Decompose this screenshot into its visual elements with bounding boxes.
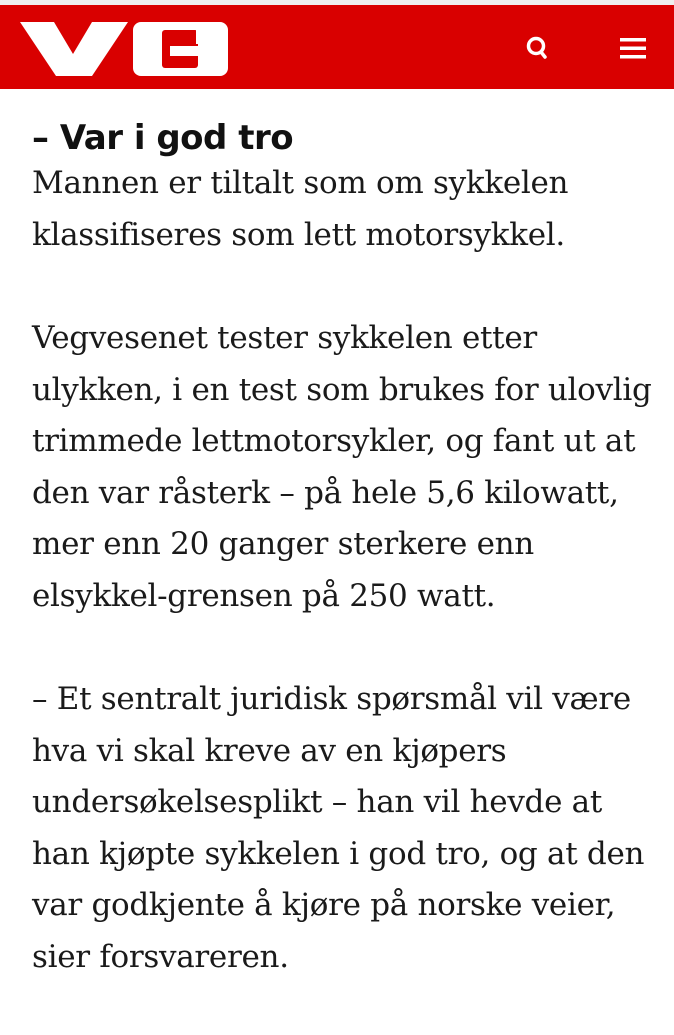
search-button[interactable] [517, 29, 557, 69]
article-subheading: – Var i god tro [32, 118, 294, 158]
search-icon [517, 29, 557, 69]
article-paragraph: Mannen er tiltalt som om sykkelen klassifiseres som lett motorsykkel. [32, 165, 569, 253]
article-paragraph: Vegvesenet tester sykkelen etter ulykken, i en test som brukes for ulovlig trimmede lettmotorsykler, og fant ut at den var råsterk – på hele 5,6 kilowatt, mer enn 20 ganger sterkere enn elsykkel-grensen på 250 watt. [32, 320, 652, 614]
hamburger-menu-icon [612, 29, 652, 69]
site-header [0, 5, 674, 89]
article-paragraph: – Et sentralt juridisk spørsmål vil være hva vi skal kreve av en kjøpers undersøkelsesplikt – han vil hevde at han kjøpte sykkelen i god tro, og at den var godkjente å kjøre på norske veier, sier forsvareren. [32, 681, 645, 975]
menu-button[interactable] [612, 29, 652, 69]
vg-logo[interactable] [20, 22, 230, 76]
article-body [32, 112, 662, 1035]
